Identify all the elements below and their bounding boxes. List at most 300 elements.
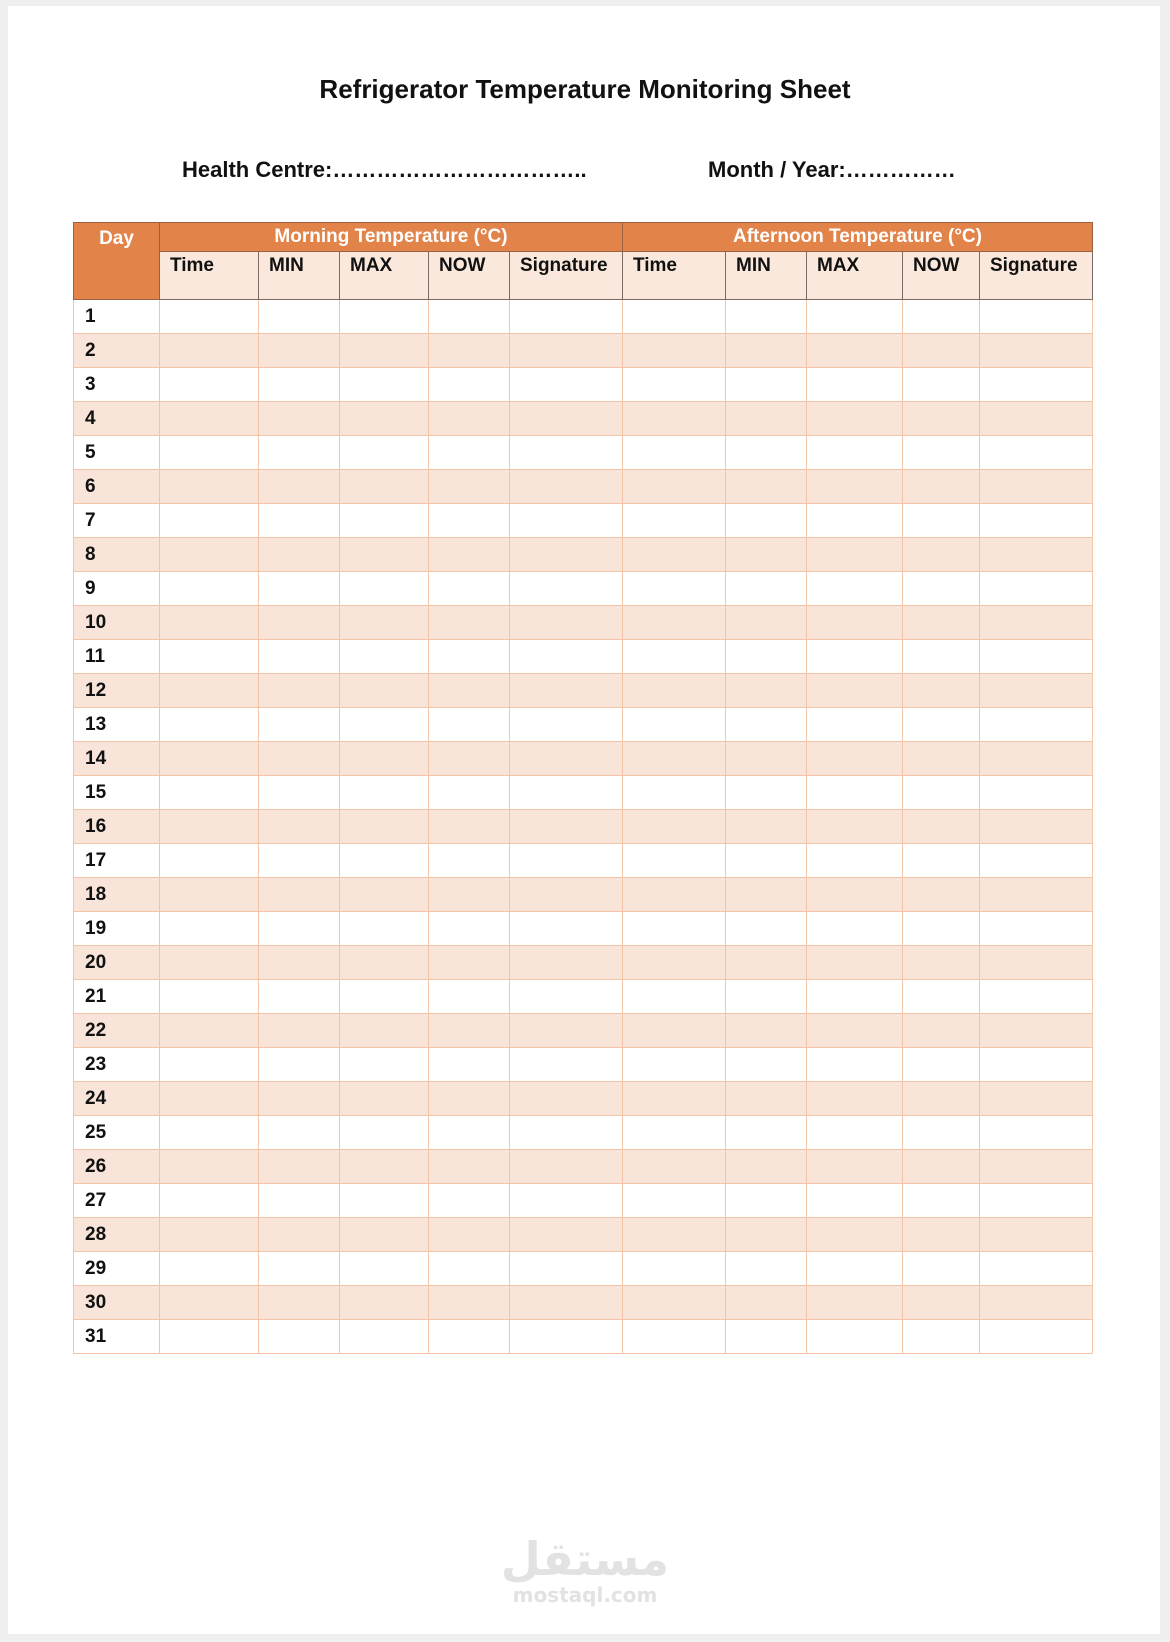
morning-time-cell[interactable] <box>160 470 259 504</box>
morning-time-cell[interactable] <box>160 402 259 436</box>
morning-max-cell[interactable] <box>340 1082 429 1116</box>
morning-now-cell[interactable] <box>429 980 510 1014</box>
afternoon-now-cell[interactable] <box>903 300 980 334</box>
afternoon-now-cell[interactable] <box>903 538 980 572</box>
morning-min-cell[interactable] <box>259 504 340 538</box>
morning-now-cell[interactable] <box>429 1286 510 1320</box>
morning-now-cell[interactable] <box>429 402 510 436</box>
afternoon-now-cell[interactable] <box>903 742 980 776</box>
morning-max-cell[interactable] <box>340 776 429 810</box>
morning-max-cell[interactable] <box>340 1218 429 1252</box>
afternoon-now-cell[interactable] <box>903 606 980 640</box>
afternoon-time-cell[interactable] <box>623 1150 726 1184</box>
morning-now-cell[interactable] <box>429 742 510 776</box>
afternoon-time-cell[interactable] <box>623 504 726 538</box>
afternoon-now-cell[interactable] <box>903 946 980 980</box>
afternoon-time-cell[interactable] <box>623 776 726 810</box>
afternoon-max-cell[interactable] <box>807 980 903 1014</box>
afternoon-signature-cell[interactable] <box>980 538 1093 572</box>
morning-now-cell[interactable] <box>429 572 510 606</box>
morning-min-cell[interactable] <box>259 572 340 606</box>
morning-max-cell[interactable] <box>340 946 429 980</box>
afternoon-min-cell[interactable] <box>726 1048 807 1082</box>
morning-time-cell[interactable] <box>160 1184 259 1218</box>
morning-min-cell[interactable] <box>259 1184 340 1218</box>
afternoon-time-cell[interactable] <box>623 1014 726 1048</box>
morning-time-cell[interactable] <box>160 1048 259 1082</box>
morning-min-cell[interactable] <box>259 334 340 368</box>
morning-max-cell[interactable] <box>340 674 429 708</box>
morning-min-cell[interactable] <box>259 810 340 844</box>
morning-min-cell[interactable] <box>259 776 340 810</box>
morning-min-cell[interactable] <box>259 1320 340 1354</box>
morning-signature-cell[interactable] <box>510 606 623 640</box>
afternoon-signature-cell[interactable] <box>980 470 1093 504</box>
afternoon-min-cell[interactable] <box>726 674 807 708</box>
morning-max-cell[interactable] <box>340 1116 429 1150</box>
afternoon-time-cell[interactable] <box>623 368 726 402</box>
morning-max-cell[interactable] <box>340 572 429 606</box>
afternoon-time-cell[interactable] <box>623 436 726 470</box>
morning-signature-cell[interactable] <box>510 368 623 402</box>
morning-signature-cell[interactable] <box>510 504 623 538</box>
morning-signature-cell[interactable] <box>510 980 623 1014</box>
morning-time-cell[interactable] <box>160 1218 259 1252</box>
morning-signature-cell[interactable] <box>510 402 623 436</box>
morning-signature-cell[interactable] <box>510 946 623 980</box>
morning-max-cell[interactable] <box>340 470 429 504</box>
morning-time-cell[interactable] <box>160 300 259 334</box>
morning-signature-cell[interactable] <box>510 1048 623 1082</box>
afternoon-now-cell[interactable] <box>903 1150 980 1184</box>
afternoon-max-cell[interactable] <box>807 300 903 334</box>
morning-max-cell[interactable] <box>340 844 429 878</box>
morning-min-cell[interactable] <box>259 300 340 334</box>
afternoon-max-cell[interactable] <box>807 742 903 776</box>
afternoon-signature-cell[interactable] <box>980 742 1093 776</box>
morning-signature-cell[interactable] <box>510 538 623 572</box>
month-year-field[interactable]: Month / Year:…………… <box>708 157 956 182</box>
morning-min-cell[interactable] <box>259 640 340 674</box>
afternoon-max-cell[interactable] <box>807 368 903 402</box>
afternoon-max-cell[interactable] <box>807 844 903 878</box>
afternoon-min-cell[interactable] <box>726 640 807 674</box>
morning-signature-cell[interactable] <box>510 674 623 708</box>
morning-time-cell[interactable] <box>160 538 259 572</box>
afternoon-max-cell[interactable] <box>807 572 903 606</box>
afternoon-now-cell[interactable] <box>903 504 980 538</box>
afternoon-signature-cell[interactable] <box>980 1184 1093 1218</box>
afternoon-now-cell[interactable] <box>903 572 980 606</box>
afternoon-signature-cell[interactable] <box>980 912 1093 946</box>
afternoon-time-cell[interactable] <box>623 742 726 776</box>
morning-signature-cell[interactable] <box>510 912 623 946</box>
afternoon-signature-cell[interactable] <box>980 368 1093 402</box>
afternoon-now-cell[interactable] <box>903 640 980 674</box>
morning-now-cell[interactable] <box>429 1116 510 1150</box>
morning-min-cell[interactable] <box>259 844 340 878</box>
morning-signature-cell[interactable] <box>510 1014 623 1048</box>
morning-signature-cell[interactable] <box>510 1218 623 1252</box>
afternoon-time-cell[interactable] <box>623 1116 726 1150</box>
afternoon-now-cell[interactable] <box>903 810 980 844</box>
afternoon-max-cell[interactable] <box>807 878 903 912</box>
morning-now-cell[interactable] <box>429 504 510 538</box>
afternoon-signature-cell[interactable] <box>980 402 1093 436</box>
afternoon-signature-cell[interactable] <box>980 504 1093 538</box>
afternoon-now-cell[interactable] <box>903 878 980 912</box>
morning-min-cell[interactable] <box>259 946 340 980</box>
morning-now-cell[interactable] <box>429 1082 510 1116</box>
morning-signature-cell[interactable] <box>510 1116 623 1150</box>
morning-now-cell[interactable] <box>429 878 510 912</box>
afternoon-time-cell[interactable] <box>623 402 726 436</box>
afternoon-min-cell[interactable] <box>726 742 807 776</box>
afternoon-signature-cell[interactable] <box>980 1150 1093 1184</box>
afternoon-signature-cell[interactable] <box>980 776 1093 810</box>
morning-min-cell[interactable] <box>259 368 340 402</box>
morning-signature-cell[interactable] <box>510 334 623 368</box>
afternoon-min-cell[interactable] <box>726 300 807 334</box>
afternoon-min-cell[interactable] <box>726 1320 807 1354</box>
afternoon-max-cell[interactable] <box>807 402 903 436</box>
afternoon-min-cell[interactable] <box>726 334 807 368</box>
morning-min-cell[interactable] <box>259 1150 340 1184</box>
morning-max-cell[interactable] <box>340 1286 429 1320</box>
afternoon-min-cell[interactable] <box>726 572 807 606</box>
morning-now-cell[interactable] <box>429 538 510 572</box>
afternoon-time-cell[interactable] <box>623 470 726 504</box>
afternoon-time-cell[interactable] <box>623 640 726 674</box>
afternoon-min-cell[interactable] <box>726 844 807 878</box>
afternoon-now-cell[interactable] <box>903 402 980 436</box>
afternoon-time-cell[interactable] <box>623 946 726 980</box>
afternoon-signature-cell[interactable] <box>980 1014 1093 1048</box>
morning-min-cell[interactable] <box>259 402 340 436</box>
morning-max-cell[interactable] <box>340 742 429 776</box>
afternoon-min-cell[interactable] <box>726 402 807 436</box>
afternoon-max-cell[interactable] <box>807 810 903 844</box>
morning-max-cell[interactable] <box>340 1014 429 1048</box>
afternoon-min-cell[interactable] <box>726 436 807 470</box>
afternoon-signature-cell[interactable] <box>980 436 1093 470</box>
afternoon-time-cell[interactable] <box>623 538 726 572</box>
morning-min-cell[interactable] <box>259 708 340 742</box>
afternoon-max-cell[interactable] <box>807 436 903 470</box>
morning-now-cell[interactable] <box>429 1252 510 1286</box>
afternoon-signature-cell[interactable] <box>980 674 1093 708</box>
afternoon-time-cell[interactable] <box>623 1082 726 1116</box>
morning-signature-cell[interactable] <box>510 878 623 912</box>
morning-max-cell[interactable] <box>340 980 429 1014</box>
afternoon-max-cell[interactable] <box>807 1048 903 1082</box>
morning-time-cell[interactable] <box>160 606 259 640</box>
afternoon-min-cell[interactable] <box>726 368 807 402</box>
morning-now-cell[interactable] <box>429 810 510 844</box>
afternoon-min-cell[interactable] <box>726 946 807 980</box>
morning-now-cell[interactable] <box>429 776 510 810</box>
morning-signature-cell[interactable] <box>510 844 623 878</box>
morning-signature-cell[interactable] <box>510 810 623 844</box>
morning-min-cell[interactable] <box>259 470 340 504</box>
morning-now-cell[interactable] <box>429 1014 510 1048</box>
morning-max-cell[interactable] <box>340 402 429 436</box>
morning-time-cell[interactable] <box>160 844 259 878</box>
afternoon-max-cell[interactable] <box>807 334 903 368</box>
afternoon-max-cell[interactable] <box>807 946 903 980</box>
morning-min-cell[interactable] <box>259 1286 340 1320</box>
morning-time-cell[interactable] <box>160 878 259 912</box>
afternoon-time-cell[interactable] <box>623 1252 726 1286</box>
afternoon-min-cell[interactable] <box>726 1218 807 1252</box>
afternoon-time-cell[interactable] <box>623 1320 726 1354</box>
morning-min-cell[interactable] <box>259 912 340 946</box>
afternoon-signature-cell[interactable] <box>980 844 1093 878</box>
morning-max-cell[interactable] <box>340 1048 429 1082</box>
afternoon-time-cell[interactable] <box>623 1048 726 1082</box>
afternoon-max-cell[interactable] <box>807 674 903 708</box>
afternoon-signature-cell[interactable] <box>980 878 1093 912</box>
morning-signature-cell[interactable] <box>510 1320 623 1354</box>
morning-now-cell[interactable] <box>429 436 510 470</box>
afternoon-now-cell[interactable] <box>903 912 980 946</box>
afternoon-time-cell[interactable] <box>623 1218 726 1252</box>
afternoon-now-cell[interactable] <box>903 844 980 878</box>
afternoon-time-cell[interactable] <box>623 878 726 912</box>
afternoon-now-cell[interactable] <box>903 1048 980 1082</box>
morning-min-cell[interactable] <box>259 1082 340 1116</box>
morning-time-cell[interactable] <box>160 810 259 844</box>
afternoon-now-cell[interactable] <box>903 334 980 368</box>
morning-signature-cell[interactable] <box>510 1286 623 1320</box>
afternoon-signature-cell[interactable] <box>980 1048 1093 1082</box>
morning-time-cell[interactable] <box>160 946 259 980</box>
morning-min-cell[interactable] <box>259 1014 340 1048</box>
afternoon-time-cell[interactable] <box>623 572 726 606</box>
morning-time-cell[interactable] <box>160 1082 259 1116</box>
afternoon-max-cell[interactable] <box>807 776 903 810</box>
morning-max-cell[interactable] <box>340 334 429 368</box>
morning-min-cell[interactable] <box>259 1048 340 1082</box>
morning-time-cell[interactable] <box>160 1014 259 1048</box>
morning-signature-cell[interactable] <box>510 572 623 606</box>
afternoon-min-cell[interactable] <box>726 606 807 640</box>
morning-min-cell[interactable] <box>259 1218 340 1252</box>
morning-now-cell[interactable] <box>429 470 510 504</box>
afternoon-now-cell[interactable] <box>903 1184 980 1218</box>
afternoon-time-cell[interactable] <box>623 674 726 708</box>
afternoon-now-cell[interactable] <box>903 1014 980 1048</box>
afternoon-time-cell[interactable] <box>623 912 726 946</box>
afternoon-signature-cell[interactable] <box>980 606 1093 640</box>
morning-max-cell[interactable] <box>340 640 429 674</box>
afternoon-min-cell[interactable] <box>726 504 807 538</box>
afternoon-signature-cell[interactable] <box>980 1116 1093 1150</box>
morning-signature-cell[interactable] <box>510 300 623 334</box>
afternoon-now-cell[interactable] <box>903 1320 980 1354</box>
afternoon-min-cell[interactable] <box>726 878 807 912</box>
afternoon-signature-cell[interactable] <box>980 946 1093 980</box>
afternoon-min-cell[interactable] <box>726 776 807 810</box>
morning-time-cell[interactable] <box>160 1320 259 1354</box>
afternoon-signature-cell[interactable] <box>980 572 1093 606</box>
morning-min-cell[interactable] <box>259 1116 340 1150</box>
afternoon-signature-cell[interactable] <box>980 1082 1093 1116</box>
afternoon-min-cell[interactable] <box>726 1014 807 1048</box>
afternoon-now-cell[interactable] <box>903 1082 980 1116</box>
morning-time-cell[interactable] <box>160 742 259 776</box>
morning-signature-cell[interactable] <box>510 1150 623 1184</box>
afternoon-max-cell[interactable] <box>807 1218 903 1252</box>
morning-max-cell[interactable] <box>340 300 429 334</box>
morning-time-cell[interactable] <box>160 1286 259 1320</box>
afternoon-signature-cell[interactable] <box>980 1286 1093 1320</box>
afternoon-max-cell[interactable] <box>807 1014 903 1048</box>
afternoon-now-cell[interactable] <box>903 1116 980 1150</box>
afternoon-now-cell[interactable] <box>903 470 980 504</box>
morning-max-cell[interactable] <box>340 606 429 640</box>
afternoon-min-cell[interactable] <box>726 980 807 1014</box>
morning-max-cell[interactable] <box>340 538 429 572</box>
afternoon-time-cell[interactable] <box>623 810 726 844</box>
afternoon-max-cell[interactable] <box>807 606 903 640</box>
morning-max-cell[interactable] <box>340 1252 429 1286</box>
morning-signature-cell[interactable] <box>510 1252 623 1286</box>
morning-max-cell[interactable] <box>340 1150 429 1184</box>
morning-min-cell[interactable] <box>259 878 340 912</box>
morning-min-cell[interactable] <box>259 742 340 776</box>
morning-now-cell[interactable] <box>429 606 510 640</box>
afternoon-now-cell[interactable] <box>903 368 980 402</box>
afternoon-signature-cell[interactable] <box>980 708 1093 742</box>
afternoon-max-cell[interactable] <box>807 504 903 538</box>
morning-time-cell[interactable] <box>160 504 259 538</box>
afternoon-now-cell[interactable] <box>903 1252 980 1286</box>
afternoon-max-cell[interactable] <box>807 1252 903 1286</box>
afternoon-now-cell[interactable] <box>903 1218 980 1252</box>
morning-time-cell[interactable] <box>160 1252 259 1286</box>
afternoon-time-cell[interactable] <box>623 980 726 1014</box>
afternoon-signature-cell[interactable] <box>980 980 1093 1014</box>
afternoon-max-cell[interactable] <box>807 912 903 946</box>
afternoon-min-cell[interactable] <box>726 1286 807 1320</box>
morning-now-cell[interactable] <box>429 1184 510 1218</box>
morning-signature-cell[interactable] <box>510 742 623 776</box>
morning-max-cell[interactable] <box>340 436 429 470</box>
afternoon-max-cell[interactable] <box>807 1184 903 1218</box>
morning-time-cell[interactable] <box>160 640 259 674</box>
afternoon-min-cell[interactable] <box>726 708 807 742</box>
afternoon-min-cell[interactable] <box>726 538 807 572</box>
morning-time-cell[interactable] <box>160 912 259 946</box>
afternoon-min-cell[interactable] <box>726 912 807 946</box>
morning-time-cell[interactable] <box>160 1116 259 1150</box>
morning-max-cell[interactable] <box>340 368 429 402</box>
afternoon-now-cell[interactable] <box>903 776 980 810</box>
afternoon-time-cell[interactable] <box>623 334 726 368</box>
morning-signature-cell[interactable] <box>510 640 623 674</box>
afternoon-time-cell[interactable] <box>623 844 726 878</box>
morning-now-cell[interactable] <box>429 300 510 334</box>
morning-signature-cell[interactable] <box>510 1184 623 1218</box>
morning-max-cell[interactable] <box>340 1184 429 1218</box>
afternoon-max-cell[interactable] <box>807 1116 903 1150</box>
morning-signature-cell[interactable] <box>510 776 623 810</box>
afternoon-now-cell[interactable] <box>903 674 980 708</box>
afternoon-signature-cell[interactable] <box>980 1320 1093 1354</box>
morning-min-cell[interactable] <box>259 606 340 640</box>
afternoon-time-cell[interactable] <box>623 1286 726 1320</box>
afternoon-min-cell[interactable] <box>726 1150 807 1184</box>
morning-now-cell[interactable] <box>429 1048 510 1082</box>
afternoon-min-cell[interactable] <box>726 1082 807 1116</box>
afternoon-signature-cell[interactable] <box>980 640 1093 674</box>
morning-now-cell[interactable] <box>429 1320 510 1354</box>
afternoon-max-cell[interactable] <box>807 538 903 572</box>
morning-now-cell[interactable] <box>429 946 510 980</box>
afternoon-max-cell[interactable] <box>807 640 903 674</box>
morning-time-cell[interactable] <box>160 334 259 368</box>
morning-time-cell[interactable] <box>160 1150 259 1184</box>
morning-max-cell[interactable] <box>340 878 429 912</box>
afternoon-signature-cell[interactable] <box>980 1252 1093 1286</box>
morning-signature-cell[interactable] <box>510 470 623 504</box>
afternoon-max-cell[interactable] <box>807 1320 903 1354</box>
morning-time-cell[interactable] <box>160 368 259 402</box>
morning-now-cell[interactable] <box>429 1218 510 1252</box>
morning-min-cell[interactable] <box>259 436 340 470</box>
afternoon-time-cell[interactable] <box>623 300 726 334</box>
morning-time-cell[interactable] <box>160 980 259 1014</box>
morning-now-cell[interactable] <box>429 844 510 878</box>
afternoon-max-cell[interactable] <box>807 708 903 742</box>
afternoon-now-cell[interactable] <box>903 980 980 1014</box>
morning-now-cell[interactable] <box>429 912 510 946</box>
afternoon-signature-cell[interactable] <box>980 1218 1093 1252</box>
morning-min-cell[interactable] <box>259 538 340 572</box>
morning-max-cell[interactable] <box>340 912 429 946</box>
afternoon-now-cell[interactable] <box>903 1286 980 1320</box>
morning-now-cell[interactable] <box>429 368 510 402</box>
morning-max-cell[interactable] <box>340 810 429 844</box>
morning-now-cell[interactable] <box>429 334 510 368</box>
afternoon-max-cell[interactable] <box>807 470 903 504</box>
health-centre-field[interactable]: Health Centre:…………………………….. <box>182 157 587 182</box>
morning-time-cell[interactable] <box>160 708 259 742</box>
afternoon-max-cell[interactable] <box>807 1082 903 1116</box>
afternoon-signature-cell[interactable] <box>980 334 1093 368</box>
afternoon-min-cell[interactable] <box>726 1184 807 1218</box>
afternoon-min-cell[interactable] <box>726 810 807 844</box>
morning-now-cell[interactable] <box>429 1150 510 1184</box>
morning-now-cell[interactable] <box>429 708 510 742</box>
morning-max-cell[interactable] <box>340 504 429 538</box>
afternoon-time-cell[interactable] <box>623 606 726 640</box>
morning-min-cell[interactable] <box>259 1252 340 1286</box>
morning-time-cell[interactable] <box>160 776 259 810</box>
afternoon-signature-cell[interactable] <box>980 810 1093 844</box>
afternoon-min-cell[interactable] <box>726 1252 807 1286</box>
morning-time-cell[interactable] <box>160 674 259 708</box>
afternoon-now-cell[interactable] <box>903 708 980 742</box>
morning-now-cell[interactable] <box>429 674 510 708</box>
morning-min-cell[interactable] <box>259 674 340 708</box>
afternoon-now-cell[interactable] <box>903 436 980 470</box>
afternoon-max-cell[interactable] <box>807 1286 903 1320</box>
morning-max-cell[interactable] <box>340 708 429 742</box>
morning-time-cell[interactable] <box>160 436 259 470</box>
morning-signature-cell[interactable] <box>510 1082 623 1116</box>
